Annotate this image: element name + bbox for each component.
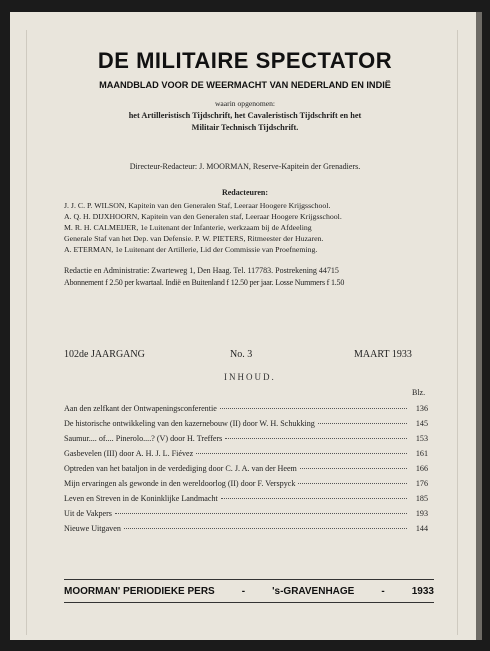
contents-entry [64, 524, 428, 533]
admin-line-2: Abonnement f 2.50 per kwartaal. Indië en Buitenland f 12.50 per jaar. Losse Nummers f 1.50 [64, 278, 345, 287]
magazine-cover-page [10, 12, 476, 640]
intro-line-1: waarin opgenomen: [214, 99, 276, 108]
footer [64, 586, 434, 597]
contents-entry-page: 185 [415, 494, 428, 503]
dot-leader [221, 498, 407, 499]
footer-rule-top [64, 579, 434, 580]
page-frame [26, 30, 458, 635]
contents-entry-page: 144 [415, 524, 428, 533]
contents-entry-title: Mijn ervaringen als gewonde in den wereldoorlog (II) door F. Verspyck [64, 479, 296, 488]
contents-entry [64, 434, 428, 443]
contents-entry [64, 404, 428, 413]
dot-leader [115, 513, 407, 514]
contents-entry [64, 449, 428, 458]
dot-leader [318, 423, 407, 424]
issue-date: MAART 1933 [354, 349, 412, 360]
footer-separator: - [241, 586, 246, 597]
contents-entry [64, 494, 428, 503]
contents-entry-page: 166 [415, 464, 428, 473]
footer-city: 's-GRAVENHAGE [272, 586, 355, 597]
contents-heading: INHOUD. [224, 372, 276, 382]
page-column-label: Blz. [412, 388, 426, 397]
footer-rule-bottom [64, 602, 434, 603]
contents-entry-title: Aan den zelfkant der Ontwapeningsconferentie [64, 404, 217, 413]
contents-entry [64, 419, 428, 428]
issue-volume: 102de JAARGANG [64, 349, 145, 360]
contents-entry-title: Leven en Streven in de Koninklijke Landmacht [64, 494, 218, 503]
footer-publisher: MOORMAN' PERIODIEKE PERS [64, 586, 215, 597]
contents-entry-page: 193 [415, 509, 428, 518]
dot-leader [220, 408, 407, 409]
magazine-subtitle: MAANDBLAD VOOR DE WEERMACHT VAN NEDERLAND EN INDIË [99, 80, 391, 90]
editor-line-3: M. R. H. CALMEIJER, 1e Luitenant der Infanterie, werkzaam bij de Afdeeling [64, 223, 312, 232]
footer-separator: - [381, 586, 385, 597]
editor-line-4: Generale Staf van het Dep. van Defensie. P. W. PIETERS, Ritmeester der Huzaren. [64, 234, 324, 243]
dot-leader [124, 528, 407, 529]
issue-number: No. 3 [230, 349, 253, 360]
contents-entry [64, 479, 428, 488]
editor-line-1: J. J. C. P. WILSON, Kapitein van den Generalen Staf, Leeraar Hoogere Krijgsschool. [64, 201, 331, 210]
contents-entry-title: Nieuwe Uitgaven [64, 524, 121, 533]
contents-entry-page: 161 [415, 449, 428, 458]
page-edge-shadow [476, 12, 482, 640]
editor-line-2: A. Q. H. DIJXHOORN, Kapitein van den Generalen staf, Leeraar Hoogere Krijgsschool. [64, 212, 342, 221]
dot-leader [300, 468, 407, 469]
magazine-title: DE MILITAIRE SPECTATOR [97, 48, 393, 73]
dot-leader [196, 453, 407, 454]
contents-entry-page: 136 [415, 404, 428, 413]
intro-line-2: het Artilleristisch Tijdschrift, het Cavaleristisch Tijdschrift en het [128, 111, 362, 120]
contents-entry-page: 145 [415, 419, 428, 428]
editor-line-5: A. ETERMAN, 1e Luitenant der Artillerie, Lid der Commissie van Proefneming. [64, 245, 318, 254]
contents-entry-page: 153 [415, 434, 428, 443]
dot-leader [225, 438, 407, 439]
director-line: Directeur-Redacteur: J. MOORMAN, Reserve-Kapitein der Grenadiers. [129, 162, 361, 171]
contents-entry-page: 176 [415, 479, 428, 488]
contents-entry-title: Optreden van het bataljon in de verdediging door C. J. A. van der Heem [64, 464, 297, 473]
contents-entry [64, 509, 428, 518]
contents-entry [64, 464, 428, 473]
contents-entry-title: Saumur.... of.... Pinerolo....? (V) door H. Treffers [64, 434, 223, 443]
dot-leader [298, 483, 407, 484]
footer-year: 1933 [411, 586, 434, 597]
intro-line-3: Militair Technisch Tijdschrift. [191, 123, 299, 132]
contents-entry-title: Uit de Vakpers [64, 509, 112, 518]
contents-entry-title: Gasbevelen (III) door A. H. J. L. Fiévez [64, 449, 194, 458]
contents-entry-title: De historische ontwikkeling van den kazernebouw (II) door W. H. Schukking [64, 419, 315, 428]
admin-line-1: Redactie en Administratie: Zwarteweg 1, Den Haag. Tel. 117783. Postrekening 44715 [64, 266, 339, 275]
editors-heading: Redacteuren: [221, 188, 269, 197]
